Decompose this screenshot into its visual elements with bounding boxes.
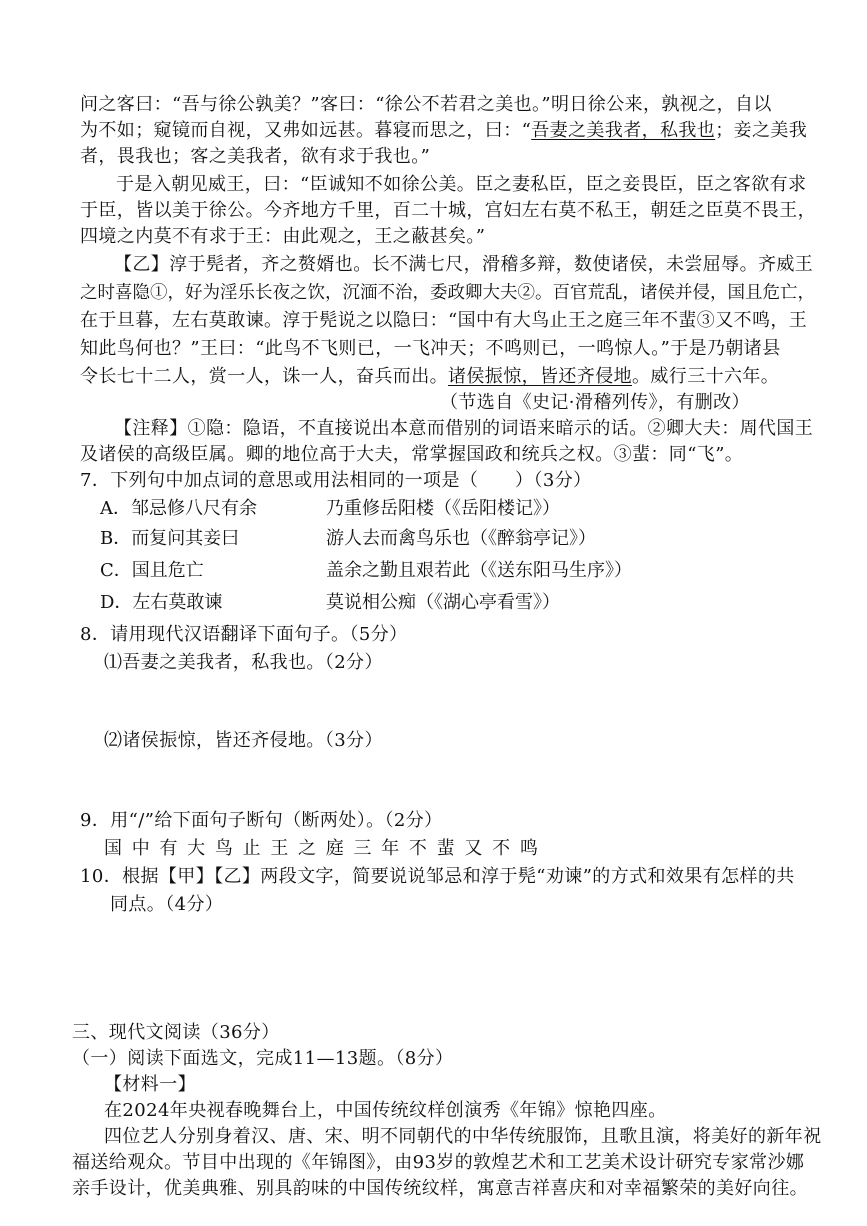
q7-option-a-right: 乃重修岳阳楼（《岳阳楼记》）: [326, 498, 560, 519]
q7-option-c-right: 盖余之勤且艰若此（《送东阳马生序》）: [326, 560, 632, 581]
question-7-stem: 7．下列句中加点词的意思或用法相同的一项是（ ）（3分）: [80, 470, 592, 491]
question-8-sub-1: ⑴吾妻之美我者，私我也。（2分）: [104, 652, 383, 673]
passage-jia-line-4: 于是入朝见威王，曰：“臣诚知不如徐公美。臣之妻私臣，臣之妾畏臣，臣之客欲有求: [116, 174, 807, 195]
passage-yi-line-3: 在于旦暮，左右莫敢谏。淳于髡说之以隐曰：“国中有大鸟止王之庭三年不蜚③又不鸣，王: [80, 310, 808, 331]
notes-line-1: 【注释】①隐：隐语，不直接说出本意而借别的词语来暗示的话。②卿大夫：周代国王: [114, 418, 814, 439]
q7-option-b-left: B．而复问其妾曰: [100, 528, 240, 549]
question-10-line-2: 同点。（4分）: [110, 894, 224, 915]
underlined-sentence-2: 诸侯振惊，皆还齐侵地: [448, 366, 632, 387]
passage-yi-line-5-text: 令长七十二人，赏一人，诛一人，奋兵而出。: [80, 366, 448, 387]
passage-jia-line-5: 于臣，皆以美于徐公。今齐地方千里，百二十城，宫妇左右莫不私王，朝廷之臣莫不畏王，: [80, 200, 816, 221]
passage-yi-line-5-end: 。威行三十六年。: [632, 366, 780, 387]
passage-jia-line-1: 问之客曰：“吾与徐公孰美？”客曰：“徐公不若君之美也。”明日徐公来，孰视之，自以: [80, 94, 772, 115]
notes-line-2: 及诸侯的高级臣属。卿的地位高于大夫，常掌握国政和统兵之权。③蜚：同“飞”。: [80, 444, 744, 465]
passage-jia-line-3: 者，畏我也；客之美我者，欲有求于我也。”: [80, 146, 431, 167]
passage-yi-line-2: 之时喜隐①，好为淫乐长夜之饮，沉湎不治，委政卿大夫②。百官荒乱，诸侯并侵，国且危亡，: [80, 283, 815, 303]
section-3-subtitle: （一）阅读下面选文，完成11—13题。（8分）: [72, 1048, 454, 1069]
material-1-heading: 【材料一】: [104, 1074, 196, 1095]
material-1-para-2-line-3: 亲手设计，优美典雅、别具韵味的中国传统纹样，寓意吉祥喜庆和对幸福繁荣的美好向往。: [72, 1178, 808, 1199]
question-9-stem: 9．用“/”给下面句子断句（断两处）。（2分）: [80, 810, 443, 831]
question-10-line-1: 10．根据【甲】【乙】两段文字，简要说说邹忌和淳于髡“劝谏”的方式和效果有怎样的共: [80, 866, 795, 887]
q7-option-d-right: 莫说相公痴（《湖心亭看雪》）: [326, 592, 560, 613]
passage-jia-line-2-end: ；妾之美我: [715, 120, 808, 141]
q7-option-c-left: C．国且危亡: [100, 560, 204, 581]
passage-yi-line-4: 知此鸟何也？”王曰：“此鸟不飞则已，一飞冲天；不鸣则已，一鸣惊人。”于是乃朝诸县: [80, 338, 781, 359]
question-9-sentence: 国 中 有 大 鸟 止 王 之 庭 三 年 不 蜚 又 不 鸣: [104, 838, 540, 859]
q7-option-a-left: A．邹忌修八尺有余: [100, 498, 257, 519]
underlined-sentence-1: 吾妻之美我者，私我也: [531, 120, 716, 141]
passage-jia-line-2-text: 为不如；窥镜而自视，又弗如远甚。暮寝而思之，曰：“: [80, 120, 532, 141]
passage-jia-line-2: [80, 118, 807, 144]
material-1-para-1: 在2024年央视春晚舞台上，中国传统纹样创演秀《年锦》惊艳四座。: [104, 1100, 667, 1121]
passage-source: （节选自《史记·滑稽列传》，有删改）: [440, 392, 750, 413]
question-8-stem: 8．请用现代汉语翻译下面句子。（5分）: [80, 624, 408, 645]
material-1-para-2-line-1: 四位艺人分别身着汉、唐、宋、明不同朝代的中华传统服饰，且歌且演，将美好的新年祝: [104, 1126, 822, 1147]
q7-option-b-right: 游人去而禽鸟乐也（《醉翁亭记》）: [326, 528, 596, 549]
question-8-sub-2: ⑵诸侯振惊，皆还齐侵地。（3分）: [104, 730, 383, 751]
passage-yi-line-5: [80, 364, 779, 390]
passage-yi-line-1: 【乙】淳于髡者，齐之赘婿也。长不满七尺，滑稽多辩，数使诸侯，未尝屈辱。齐威王: [114, 254, 814, 275]
material-1-para-2-line-2: 福送给观众。节目中出现的《年锦图》，由93岁的敦煌艺术和工艺美术设计研究专家常沙娜: [72, 1152, 805, 1173]
passage-jia-line-6: 四境之内莫不有求于王：由此观之，王之蔽甚矣。”: [80, 226, 486, 247]
q7-option-d-left: D．左右莫敢谏: [100, 592, 223, 613]
section-3-title: 三、现代文阅读（36分）: [72, 1022, 280, 1043]
